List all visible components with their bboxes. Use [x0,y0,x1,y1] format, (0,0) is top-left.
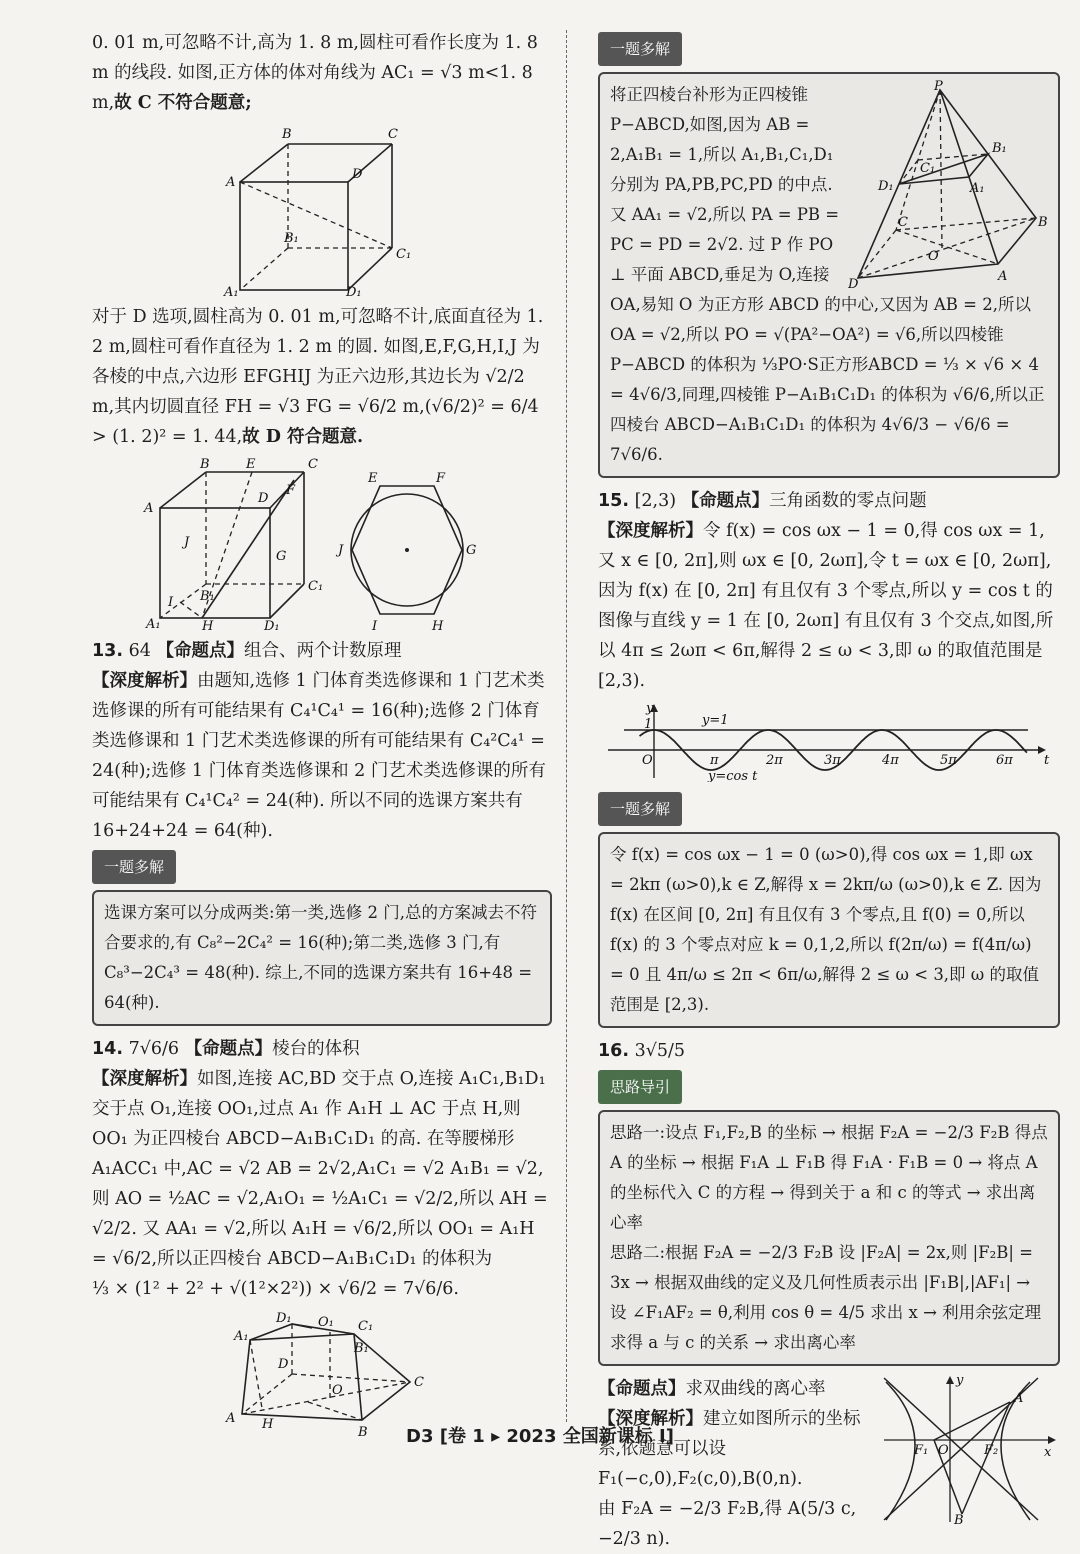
option-d-paragraph [92,302,552,452]
q13-alt-tag: 一题多解 [92,850,176,884]
graph-tick-4pi: 4π [882,753,899,768]
option-d-conclusion: 故 D 符合题意. [242,427,364,447]
pyramid-label-a: A [998,269,1008,284]
q16-guide-1: 思路一:设点 F₁,F₂,B 的坐标 → 根据 F₂A = −2/3 F₂B 得点 A 的坐标 → 根据 F₁A ⊥ F₁B 得 F₁A · F₁B = 0 → 将点 A 的坐标代入 C 的方程 → 得到关于 a 和 c 的等式 → 求出离心率 [610,1123,1048,1232]
graph-y-label: y [646,702,654,716]
pyramid-label-b: B [1038,215,1048,230]
q14-alt-tag: 一题多解 [598,32,682,66]
pyramid-label-d1: D₁ [878,179,894,194]
intro-text: 0. 01 m,可忽略不计,高为 1. 8 m,圆柱可看作长度为 1. 8 m 的线段. 如图,正方体的体对角线为 AC₁ = √3 m<1. 8 m, [92,33,538,113]
frustum-label-c: C [414,1375,424,1390]
q13-number: 13. [92,641,124,661]
cube2-label-b: B [200,458,210,472]
intro-paragraph [92,28,552,118]
q13-point: 组合、两个计数原理 [243,641,402,661]
frustum-label-c1: C₁ [358,1319,374,1334]
q13-analysis [92,666,552,846]
q16-number: 16. [598,1041,630,1061]
pyramid-label-a1: A₁ [970,181,985,196]
q14-point-label: 【命题点】 [184,1039,273,1059]
q13-analysis-text: 由题知,选修 1 门体育类选修课和 1 门艺术类选修课的所有可能结果有 C₄¹C₄¹ = 16(种);选修 2 门体育类选修课和 1 门艺术类选修课的所有可能结果有 C₄²C₄¹ = 24(种);选修 1 门体育类选修课和 2 门艺术类选修课的所有可能结果有 C₄¹C₄² = 24(种). 所以不同的选课方案共有 16+24+24 = 64(种). [92,671,546,841]
hex-label-i: I [372,619,378,630]
graph-tick-5pi: 5π [940,753,957,768]
hex-label-f: F [436,471,446,486]
cube1-label-c1: C₁ [396,247,412,262]
footer-page-number: D3 [406,1426,434,1447]
q14-analysis [92,1064,552,1274]
cube2-label-d1: D₁ [264,619,280,630]
q13-analysis-label: 【深度解析】 [92,671,197,691]
cube1-label-c: C [388,127,398,142]
q15-answer: [2,3) [634,491,677,511]
q13-heading [92,636,552,666]
q15-analysis [598,516,1060,696]
cube1-label-b1: B₁ [284,231,299,246]
q16-guide-2: 思路二:根据 F₂A = −2/3 F₂B 设 |F₂A| = 2x,则 |F₂B| = 3x → 根据双曲线的定义及几何性质表示出 |F₁B|,|AF₁| → 设 ∠F₁AF₂ = θ,利用 cos θ = 4/5 求出 x → 利用余弦定理求得 a 与 c 的关系 → 求出离心率 [610,1243,1042,1352]
pyramid-label-d: D [848,277,859,290]
hyper-label-y: y [956,1374,964,1388]
cube1-label-b: B [282,127,292,142]
pyramid-label-o: O [928,249,939,264]
graph-one-label: 1 [644,717,653,732]
hyper-label-o: O [938,1443,949,1458]
graph-curve-label: y=cos t [708,769,758,782]
q16-answer: 3√5/5 [634,1041,686,1061]
page-footer [0,1422,1080,1448]
graph-tick-2pi: 2π [766,753,783,768]
frustum-label-d: D [278,1357,289,1372]
cube2-label-h: H [202,619,214,630]
q14-point: 棱台的体积 [272,1039,360,1059]
frustum-label-o1: O₁ [318,1315,334,1330]
cosine-graph [598,702,1058,782]
pyramid-label-c: C [898,215,908,230]
q16-guide-box [598,1110,1060,1366]
q15-analysis-text: 令 f(x) = cos ωx − 1 = 0,得 cos ωx = 1,又 x ∈ [0, 2π],则 ωx ∈ [0, 2ωπ],令 t = ωx ∈ [0, 2ωπ],因为 f(x) 在 [0, 2π] 有且仅有 3 个零点,所以 y = cos t 的图像与直线 y = 1 在 [0, 2ωπ] 有且仅有 3 个交点,如图,所以 4π ≤ 2ωπ < 6π,解得 2 ≤ ω < 3,即 ω 的取值范围是 [2,3). [598,521,1054,691]
frustum-label-a1: A₁ [234,1329,249,1344]
q14-analysis-label: 【深度解析】 [92,1069,197,1089]
cube1-label-d1: D₁ [346,285,362,296]
footer-series: [卷 1 ▸ 2023 全国新课标 Ⅰ] [439,1426,674,1447]
hyper-label-a: A [1014,1391,1024,1406]
intro-conclusion: 故 C 不符合题意; [114,93,252,113]
q14-number: 14. [92,1039,124,1059]
hyperbola-diagram [880,1374,1060,1524]
cube2-label-c1: C₁ [308,579,324,594]
cube2-label-e: E [246,458,256,472]
cube2-label-b1: B₁ [200,589,215,604]
q16-analysis-label: 【深度解析】 [598,1409,703,1429]
pyramid-diagram [848,80,1048,290]
right-column [598,28,1060,1554]
q15-point-label: 【命题点】 [681,491,770,511]
q14-alt-text: 将正四棱台补形为正四棱锥 P−ABCD,如图,因为 AB = 2,A₁B₁ = 1,所以 A₁,B₁,C₁,D₁ 分别为 PA,PB,PC,PD 的中点. 又 AA₁ = √2,所以 PA = PB = PC = PD = 2√2. 过 P 作 PO ⊥ 平面 ABCD,垂足为 O,连接 OA,易知 O 为正方形 ABCD 的中心,又因为 AB = 2,所以 OA = √2,所以 PO = √(PA²−OA²) = √6,所以四棱锥 P−ABCD 的体积为 ⅓PO·S正方形ABCD = ⅓ × √6 × 4 = 4√6/3,同理,四棱锥 P−A₁B₁C₁D₁ 的体积为 √6/6,所以正四棱台 ABCD−A₁B₁C₁D₁ 的体积为 4√6/3 − √6/6 = 7√6/6. [610,85,1045,464]
pyramid-label-b1: B₁ [992,141,1007,156]
graph-origin-label: O [642,753,653,768]
column-divider [566,30,567,1422]
q13-alt-box [92,890,552,1026]
frustum-label-a: A [226,1411,236,1426]
cube2-label-i: I [168,595,174,610]
hyper-label-x: x [1044,1445,1052,1460]
cube2-label-d: D [258,491,269,506]
cube2-label-a: A [144,501,154,516]
pyramid-label-p: P [934,80,943,94]
q13-alt-text: 选课方案可以分成两类:第一类,选修 2 门,总的方案减去不符合要求的,有 C₈²−2C₄² = 16(种);第二类,选修 3 门,有 C₈³−2C₄³ = 48(种). 综上,不同的选课方案共有 16+48 = 64(种). [104,903,538,1012]
cube1-label-a: A [226,175,236,190]
graph-tick-6pi: 6π [996,753,1013,768]
q15-point: 三角函数的零点问题 [769,491,927,511]
q14-formula: ⅓ × (1² + 2² + √(1²×2²)) × √6/2 = 7√6/6. [92,1279,459,1299]
graph-tick-pi: π [710,753,719,768]
pyramid-label-c1: C₁ [920,161,936,176]
hex-label-g: G [466,543,477,558]
q14-alt-box [598,72,1060,478]
frustum-label-h: H [262,1417,274,1432]
frustum-label-d1: D₁ [276,1311,292,1326]
q16-point-text: 求双曲线的离心率 [685,1379,826,1399]
left-column [92,28,552,1446]
frustum-diagram [92,1310,532,1440]
q16-analysis-2: 由 F₂A = −2/3 F₂B,得 A(5/3 c, −2/3 n). [598,1499,857,1549]
q14-heading [92,1034,552,1064]
hyper-label-f1: F₁ [914,1443,929,1458]
graph-t-label: t [1044,753,1050,768]
cube2-label-a1: A₁ [146,617,161,630]
hex-label-e: E [368,471,378,486]
q15-alt-box [598,832,1060,1028]
q16-point-label: 【命题点】 [598,1379,686,1399]
q15-heading [598,486,1060,516]
q16-analysis-text: 建立如图所示的坐标系,依题意可以设 F₁(−c,0),F₂(c,0),B(0,n). [598,1409,861,1489]
cube-hexagon-diagram [92,458,532,630]
cube2-label-g: G [276,549,287,564]
q14-analysis-text: 如图,连接 AC,BD 交于点 O,连接 A₁C₁,B₁D₁ 交于点 O₁,连接 OO₁,过点 A₁ 作 A₁H ⊥ AC 于点 H,则 OO₁ 为正四棱台 ABCD−A₁B₁C₁D₁ 的高. 在等腰梯形 A₁ACC₁ 中,AC = √2 AB = 2√2,A₁C₁ = √2 A₁B₁ = √2,则 AO = ½AC = √2,A₁O₁ = ½A₁C₁ = √2/2,所以 AH = √2/2. 又 AA₁ = √2,所以 A₁H = √6/2,所以 OO₁ = A₁H = √6/2,所以正四棱台 ABCD−A₁B₁C₁D₁ 的体积为 [92,1069,548,1269]
q14-answer: 7√6/6 [128,1039,180,1059]
q15-alt-text: 令 f(x) = cos ωx − 1 = 0 (ω>0),得 cos ωx = 1,即 ωx = 2kπ (ω>0),k ∈ Z,解得 x = 2kπ/ω (ω>0),k ∈ Z. 因为 f(x) 在区间 [0, 2π] 有且仅有 3 个零点,且 f(0) = 0,所以 f(x) 的 3 个零点对应 k = 0,1,2,所以 f(2π/ω) = f(4π/ω) = 0 且 4π/ω ≤ 2π < 6π/ω,解得 2 ≤ ω < 3,即 ω 的取值范围是 [2,3). [610,845,1042,1014]
cube1-label-a1: A₁ [224,285,239,296]
q15-alt-tag: 一题多解 [598,792,682,826]
frustum-label-b1: B₁ [354,1341,369,1356]
frustum-label-o: O [332,1383,343,1398]
q15-number: 15. [598,491,630,511]
q13-answer: 64 [128,641,151,661]
cube2-label-j: J [184,535,190,550]
hyper-label-b: B [954,1513,964,1524]
q16-guide-tag: 思路导引 [598,1070,682,1104]
graph-line-label: y=1 [702,713,729,728]
q15-analysis-label: 【深度解析】 [598,521,703,541]
hyper-label-f2: F₂ [984,1443,999,1458]
cube-diagram-1 [92,124,532,296]
cube2-label-c: C [308,458,318,472]
q16-analysis-block [598,1374,1060,1554]
frustum-label-b: B [358,1425,368,1440]
q13-point-label: 【命题点】 [156,641,244,661]
option-d-text: 对于 D 选项,圆柱高为 0. 01 m,可忽略不计,底面直径为 1. 2 m,圆柱可看作直径为 1. 2 m 的圆. 如图,E,F,G,H,I,J 为各棱的中点,六边形 EFGHIJ 为正六边形,其边长为 √2/2 m,其内切圆直径 FH = √3 FG = √6/2 m,(√6/2)² = 6/4 > (1. 2)² = 1. 44, [92,307,544,447]
q16-heading [598,1036,1060,1066]
cube1-label-d: D [352,167,363,182]
graph-tick-3pi: 3π [824,753,841,768]
hex-label-j: J [338,543,344,558]
cube2-label-f: F [286,483,296,498]
hex-label-h: H [432,619,444,630]
